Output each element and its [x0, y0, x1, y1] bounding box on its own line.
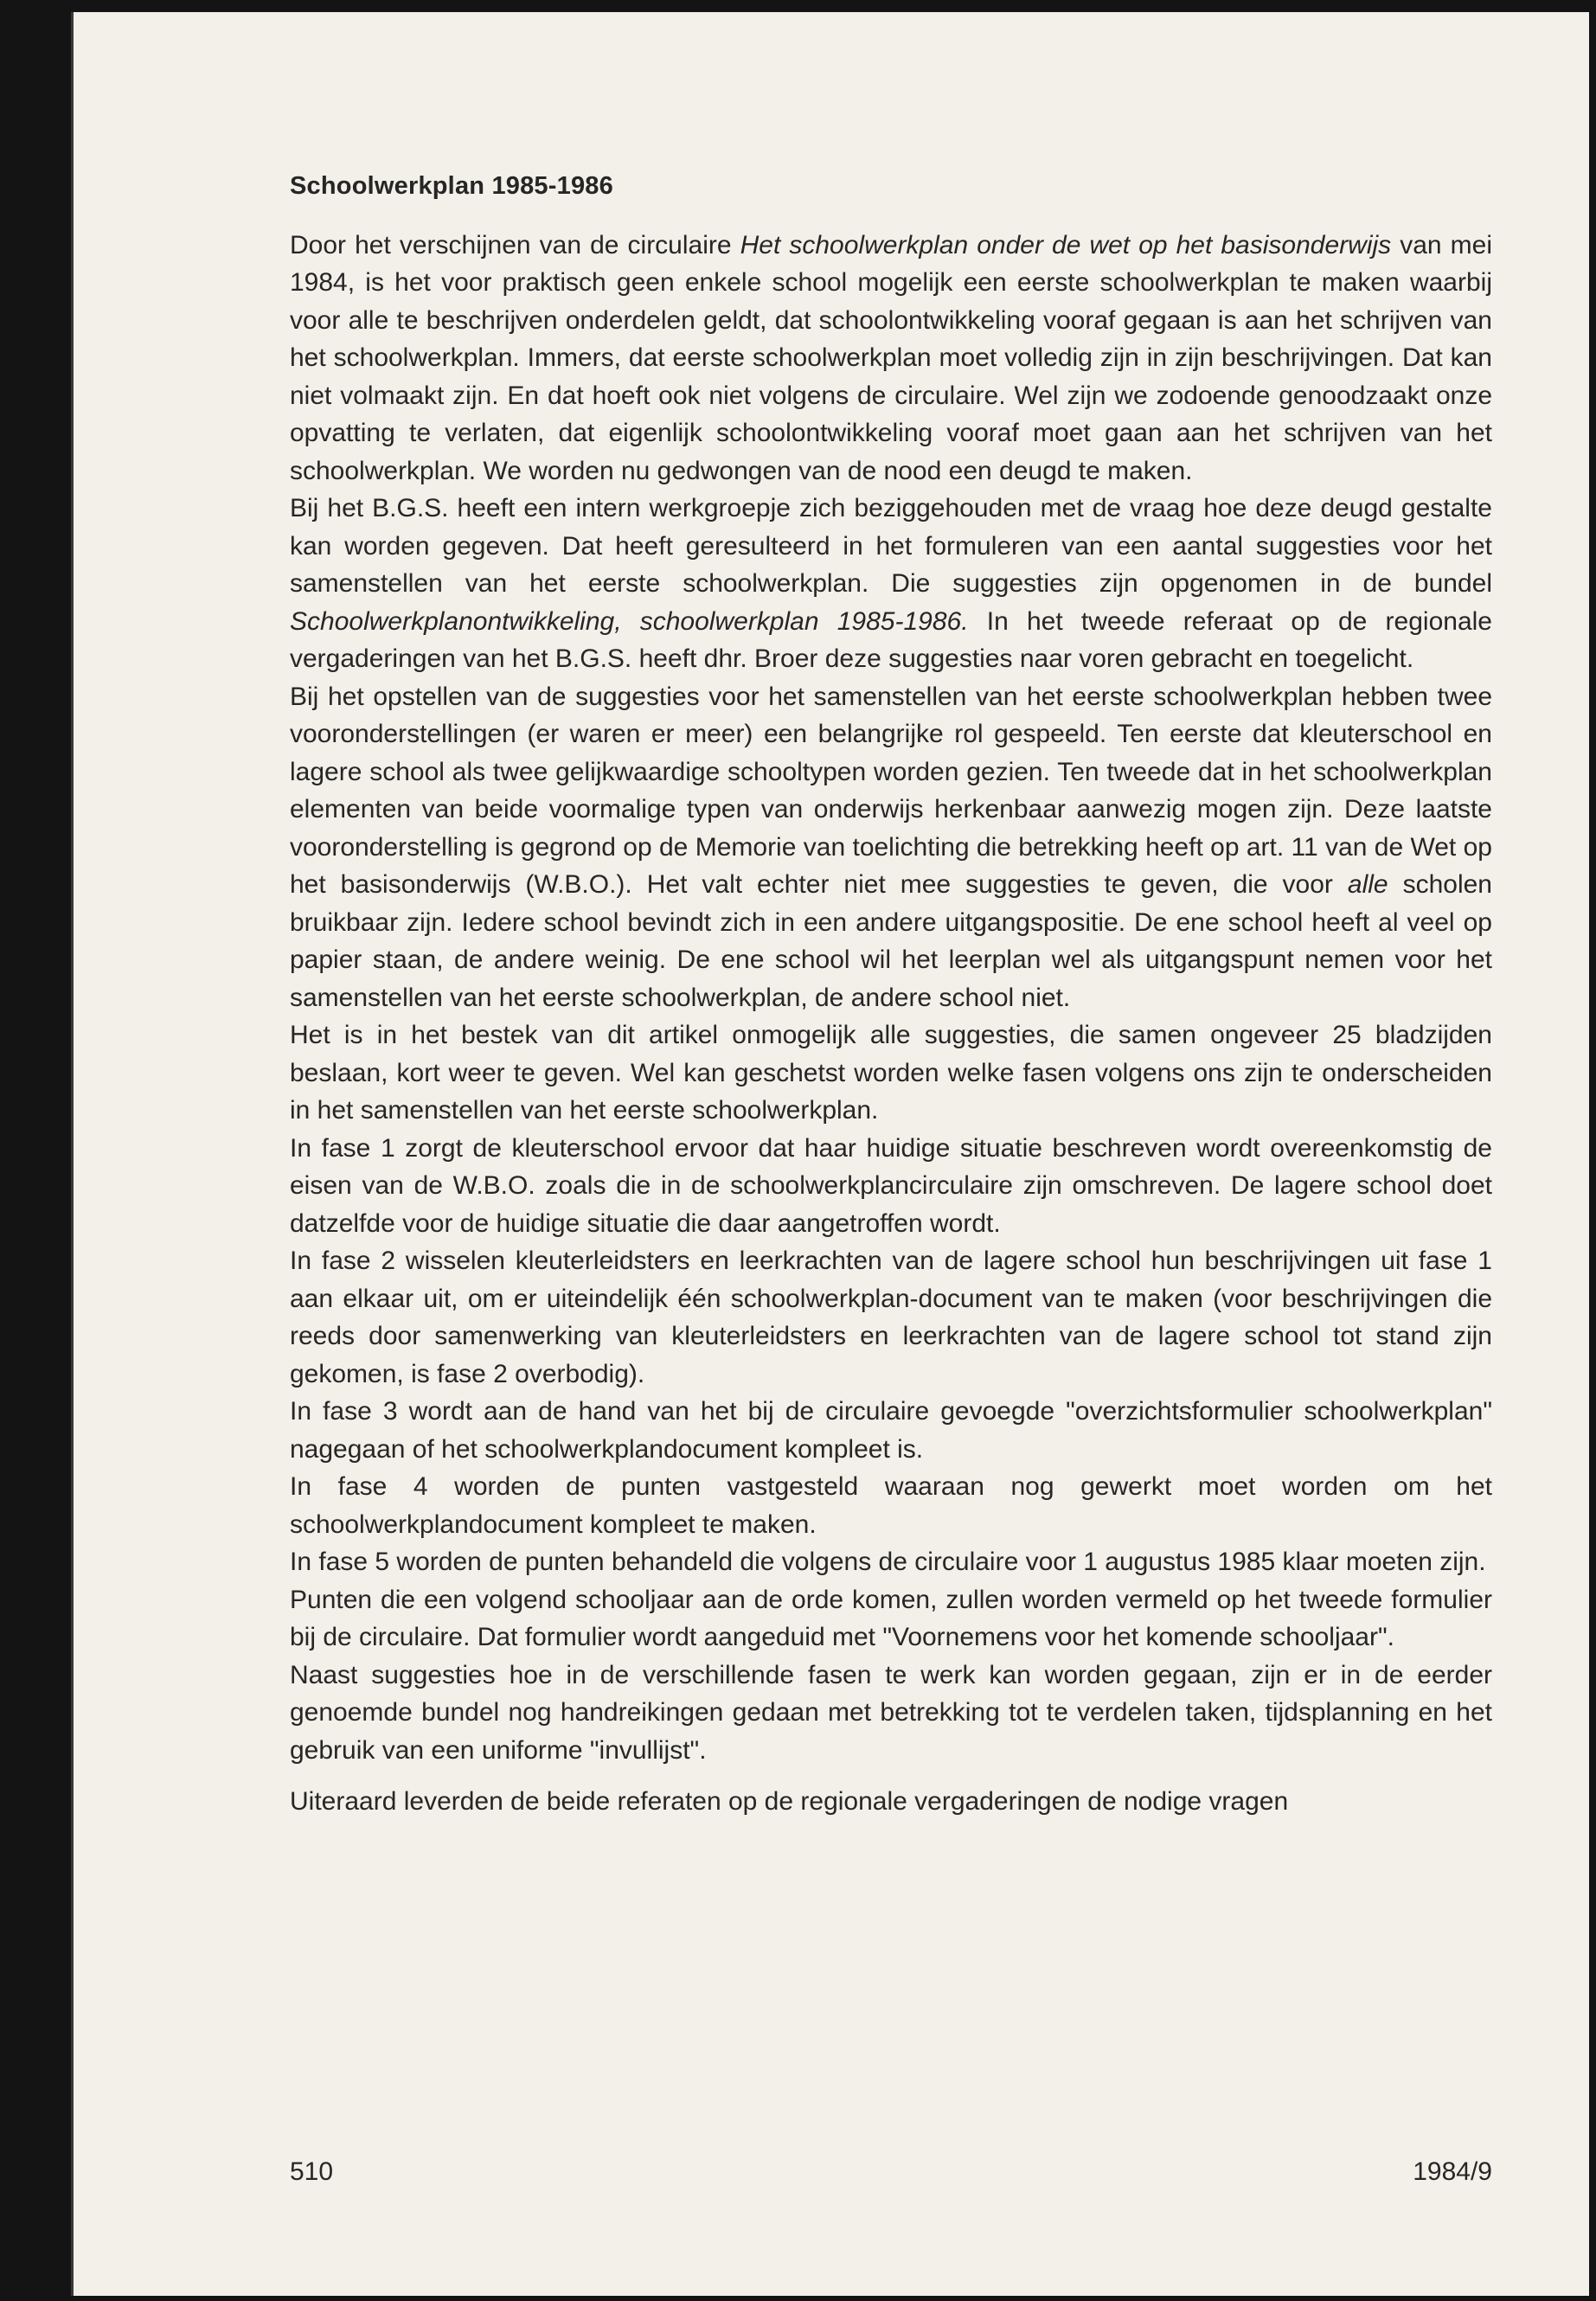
paragraph: In fase 2 wisselen kleuterleidsters en leerkrachten van de lagere school hun beschrijvingen uit fase 1 aan elkaar uit, om er uiteindelijk één schoolwerkplan-document van te maken (voor beschrijvingen die reeds door samenwerking van kleuterleidsters en leerkrachten van de lagere school tot stand zijn gekomen, is fase 2 overbodig). [290, 1247, 1492, 1388]
paragraph: Uiteraard leverden de beide referaten op de regionale vergaderingen de nodige vragen [290, 1787, 1289, 1816]
paragraph: In fase 5 worden de punten behandeld die volgens de circulaire voor 1 augustus 1985 klaar moeten zijn. [290, 1548, 1486, 1576]
paragraph: Naast suggesties hoe in de verschillende fasen te werk kan worden gegaan, zijn er in de eerder genoemde bundel nog handreikingen gedaan met betrekking tot te verdelen taken, tijdsplanning en het gebruik van een uniforme "invullijst". [290, 1660, 1492, 1765]
article-heading: Schoolwerkplan 1985-1986 [290, 172, 613, 200]
paragraph: Door het verschijnen van de circulaire Het schoolwerkplan onder de wet op het basisonderwijs van mei 1984, is het voor praktisch geen enkele school mogelijk een eerste schoolwerkplan te maken waarbij voor alle te beschrijven onderdelen geldt, dat schoolontwikkeling vooraf gegaan is aan het schrijven van het schoolwerkplan. Immers, dat eerste schoolwerkplan moet volledig zijn in zijn beschrijvingen. Dat kan niet volmaakt zijn. En dat hoeft ook niet volgens de circulaire. Wel zijn we zodoende genoodzaakt onze opvatting te verlaten, dat eigenlijk schoolontwikkeling vooraf moet gaan aan het schrijven van het schoolwerkplan. We worden nu gedwongen van de nood een deugd te maken. [290, 230, 1492, 485]
document-page [71, 12, 1589, 2296]
paragraph: Bij het opstellen van de suggesties voor het samenstellen van het eerste schoolwerkplan hebben twee vooronderstellingen (er waren er meer) een belangrijke rol gespeeld. Ten eerste dat kleuterschool en lagere school als twee gelijkwaardige schooltypen worden gezien. Ten tweede dat in het schoolwerkplan elementen van beide voormalige typen van onderwijs herkenbaar aanwezig mogen zijn. Deze laatste vooronderstelling is gegrond op de Memorie van toelichting die betrekking heeft op art. 11 van de Wet op het basisonderwijs (W.B.O.). Het valt echter niet mee suggesties te geven, die voor alle scholen bruikbaar zijn. Iedere school bevindt zich in een andere uitgangspositie. De ene school heeft al veel op papier staan, de andere weinig. De ene school wil het leerplan wel als uitgangspunt nemen voor het samenstellen van het eerste schoolwerkplan, de andere school niet. [290, 682, 1492, 1012]
paragraph: Punten die een volgend schooljaar aan de orde komen, zullen worden vermeld op het tweede formulier bij de circulaire. Dat formulier wordt aangeduid met "Voornemens voor het komende schooljaar". [290, 1585, 1492, 1651]
paragraph: In fase 1 zorgt de kleuterschool ervoor dat haar huidige situatie beschreven wordt overeenkomstig de eisen van de W.B.O. zoals die in de schoolwerkplancirculaire zijn omschreven. De lagere school doet datzelfde voor de huidige situatie die daar aangetroffen wordt. [290, 1133, 1492, 1238]
paragraph: Het is in het bestek van dit artikel onmogelijk alle suggesties, die samen ongeveer 25 bladzijden beslaan, kort weer te geven. Wel kan geschetst worden welke fasen volgens ons zijn te onderscheiden in het samenstellen van het eerste schoolwerkplan. [290, 1021, 1492, 1125]
issue-number: 1984/9 [1413, 2157, 1492, 2186]
page-number: 510 [290, 2157, 334, 2186]
paragraph: In fase 4 worden de punten vastgesteld waaraan nog gewerkt moet worden om het schoolwerkplandocument kompleet te maken. [290, 1472, 1492, 1539]
paragraph: In fase 3 wordt aan de hand van het bij de circulaire gevoegde "overzichtsformulier schoolwerkplan" nagegaan of het schoolwerkplandocument kompleet is. [290, 1397, 1492, 1464]
article-body [290, 168, 1492, 1821]
paragraph: Bij het B.G.S. heeft een intern werkgroepje zich beziggehouden met de vraag hoe deze deugd gestalte kan worden gegeven. Dat heeft geresulteerd in het formuleren van een aantal suggesties voor het samenstellen van het eerste schoolwerkplan. Die suggesties zijn opgenomen in de bundel Schoolwerkplanontwikkeling, schoolwerkplan 1985-1986. In het tweede referaat op de regionale vergaderingen van het B.G.S. heeft dhr. Broer deze suggesties naar voren gebracht en toegelicht. [290, 494, 1492, 673]
